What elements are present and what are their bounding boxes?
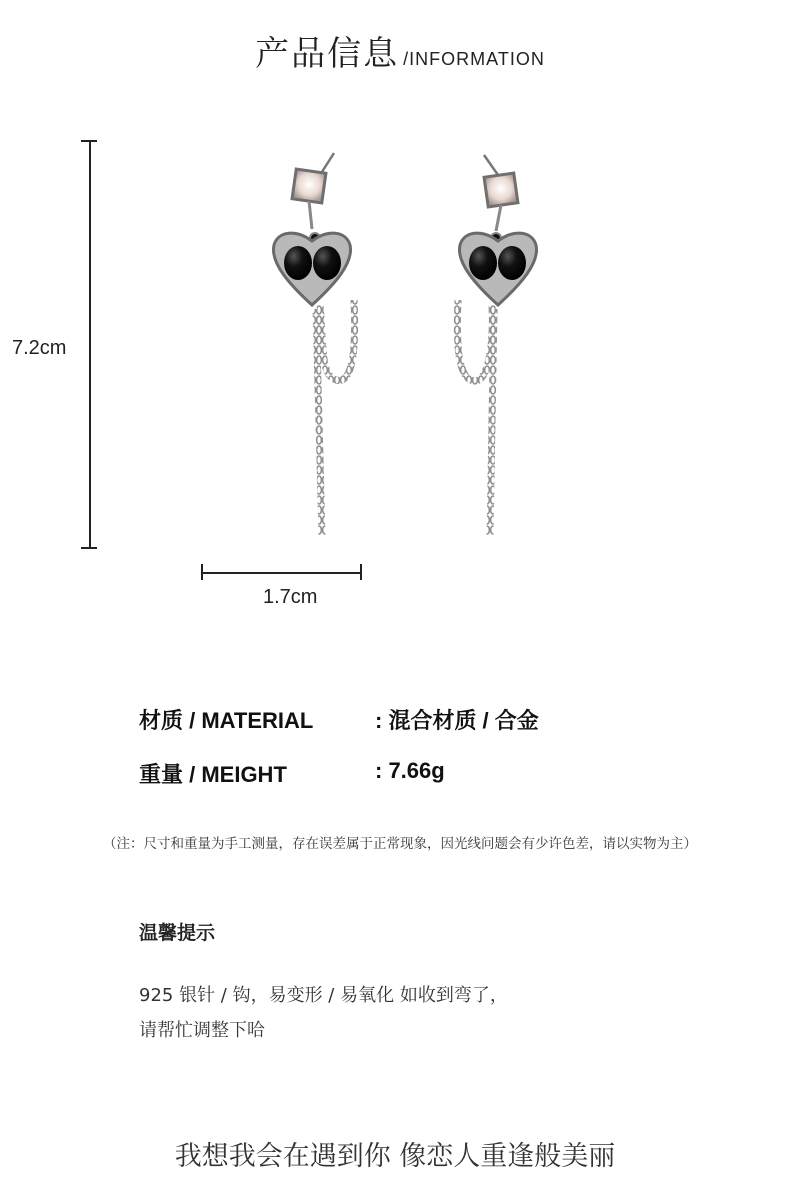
- tips-title: 温馨提示: [139, 922, 216, 944]
- width-label: 1.7cm: [263, 586, 318, 608]
- measurement-note: （注：尺寸和重量为手工测量，存在误差属于正常现象，因光线问题会有少许色差，请以实物为主）: [103, 836, 697, 852]
- spec-weight-value: : 7.66g: [375, 758, 445, 783]
- width-dimension-line: [202, 572, 361, 574]
- spec-weight-label: 重量 / MEIGHT: [139, 762, 287, 787]
- height-dimension-line: [89, 140, 91, 548]
- width-dimension-cap-left: [201, 564, 203, 580]
- footer-slogan: 我想我会在遇到你 像恋人重逢般美丽: [174, 1141, 616, 1172]
- height-label: 7.2cm: [12, 337, 67, 359]
- page-title: [0, 26, 800, 75]
- spec-weight: [139, 758, 445, 789]
- tips-line-2: 请帮忙调整下哈: [139, 1020, 265, 1041]
- width-dimension-cap-right: [360, 564, 362, 580]
- tips-line-1: 925 银针 / 钩，易变形 / 易氧化 如收到弯了，: [139, 985, 508, 1006]
- title-chinese: 产品信息: [255, 34, 400, 74]
- earrings-image: [250, 145, 570, 545]
- height-dimension-cap-bottom: [81, 547, 97, 549]
- spec-material-value: : 混合材质 / 合金: [375, 708, 539, 733]
- spec-material-label: 材质 / MATERIAL: [139, 708, 314, 733]
- spec-material: [139, 704, 539, 735]
- height-dimension-cap-top: [81, 140, 97, 142]
- title-english: /INFORMATION: [403, 49, 545, 69]
- right-earring: [457, 155, 536, 535]
- left-earring: [273, 153, 354, 535]
